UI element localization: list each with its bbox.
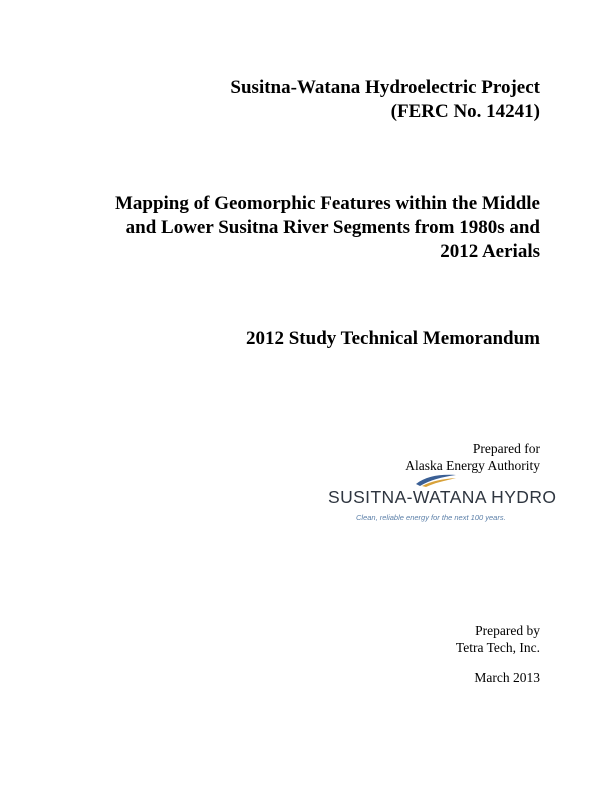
subtitle-line-1: Mapping of Geomorphic Features within the Middle bbox=[114, 193, 540, 214]
logo-swoosh-icon bbox=[414, 472, 458, 488]
title-line-1: Susitna-Watana Hydroelectric Project bbox=[230, 77, 540, 98]
prepared-by-label: Prepared by bbox=[475, 623, 540, 638]
subtitle-block bbox=[70, 192, 540, 264]
logo-name: SUSITNA-WATANA HYDRO bbox=[328, 487, 557, 507]
prepared-for-label: Prepared for bbox=[472, 441, 540, 456]
prepared-by-block bbox=[456, 622, 540, 656]
logo-tagline: Clean, reliable energy for the next 100 years. bbox=[356, 513, 506, 522]
title-block bbox=[230, 76, 540, 124]
subtitle-line-3: 2012 Aerials bbox=[440, 241, 540, 262]
prepared-for-block bbox=[405, 440, 540, 474]
susitna-watana-logo bbox=[322, 472, 557, 526]
prepared-by-org: Tetra Tech, Inc. bbox=[455, 640, 540, 655]
report-date: March 2013 bbox=[474, 670, 540, 685]
memo-title: 2012 Study Technical Memorandum bbox=[245, 328, 540, 349]
title-line-2: (FERC No. 14241) bbox=[390, 101, 540, 122]
prepared-for-org: Alaska Energy Authority bbox=[405, 458, 540, 473]
subtitle-line-2: and Lower Susitna River Segments from 1980s and bbox=[125, 217, 540, 238]
